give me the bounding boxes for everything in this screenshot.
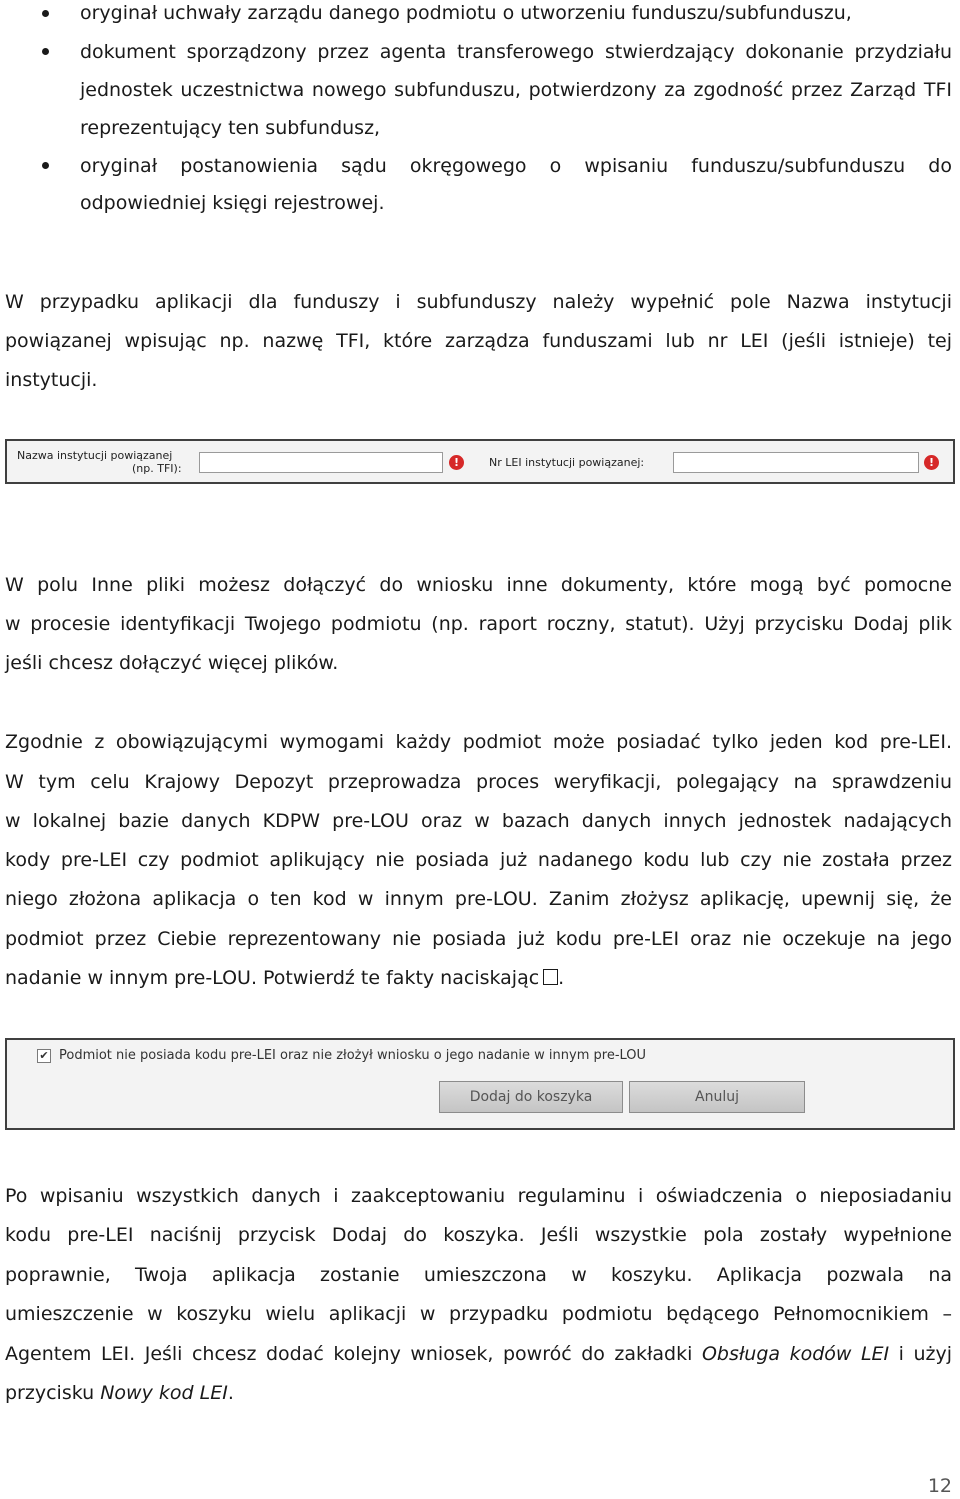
paragraph-line: jeśli chcesz dołączyć więcej plików. — [5, 652, 339, 674]
paragraph-text: i użyj — [889, 1343, 952, 1365]
warning-icon: ! — [924, 455, 939, 470]
confirmation-form-screenshot — [5, 1038, 955, 1130]
paragraph-line: W przypadku aplikacji dla funduszy i subfunduszy należy wypełnić pole Nazwa instytucji — [5, 291, 952, 313]
bullet-line: oryginał uchwały zarządu danego podmiotu o utworzeniu funduszu/subfunduszu, — [80, 2, 852, 24]
paragraph-line: powiązanej wpisując np. nazwę TFI, które zarządza funduszami lub nr LEI (jeśli istnieje) tej — [5, 330, 952, 352]
paragraph-line: umieszczenie w koszyku wielu aplikacji w przypadku podmiotu będącego Pełnomocnikiem – — [5, 1303, 952, 1325]
related-institution-name-label: Nazwa instytucji powiązanej — [17, 449, 173, 462]
bullet-line: odpowiedniej księgi rejestrowej. — [80, 192, 385, 214]
cancel-button[interactable]: Anuluj — [629, 1081, 805, 1113]
paragraph-text: Agentem LEI. Jeśli chcesz dodać kolejny wniosek, powróć do zakładki — [5, 1343, 702, 1365]
no-pre-lei-checkbox-label: Podmiot nie posiada kodu pre-LEI oraz nie złożył wniosku o jego nadanie w innym pre-LOU — [59, 1048, 647, 1063]
paragraph-line: Zgodnie z obowiązującymi wymogami każdy podmiot może posiadać tylko jeden kod pre-LEI. — [5, 731, 952, 753]
add-to-cart-button[interactable]: Dodaj do koszyka — [439, 1081, 623, 1113]
paragraph-line: poprawnie, Twoja aplikacja zostanie umieszczona w koszyku. Aplikacja pozwala na — [5, 1264, 952, 1286]
paragraph-line: Po wpisaniu wszystkich danych i zaakceptowaniu regulaminu i oświadczenia o nieposiadaniu — [5, 1185, 952, 1207]
paragraph-line: podmiot przez Ciebie reprezentowany nie posiada już kodu pre-LEI oraz nie oczekuje na jego — [5, 928, 952, 950]
paragraph-line: W tym celu Krajowy Depozyt przeprowadza proces weryfikacji, polegający na sprawdzeniu — [5, 771, 952, 793]
page-number: 12 — [927, 1475, 952, 1497]
paragraph-line: kodu pre-LEI naciśnij przycisk Dodaj do koszyka. Jeśli wszystkie pola zostały wypełnione — [5, 1224, 952, 1246]
bullet-dot — [42, 10, 49, 17]
paragraph-line: w lokalnej bazie danych KDPW pre-LOU oraz w bazach danych innych jednostek nadających — [5, 810, 952, 832]
paragraph-line — [5, 1342, 952, 1366]
paragraph-text: . — [558, 967, 565, 989]
bullet-line: oryginał postanowienia sądu okręgowego o wpisaniu funduszu/subfunduszu do — [80, 155, 952, 177]
paragraph-line: W polu Inne pliki możesz dołączyć do wniosku inne dokumenty, które mogą być pomocne — [5, 574, 952, 596]
paragraph-line — [5, 1381, 952, 1405]
bullet-line: dokument sporządzony przez agenta transferowego stwierdzający dokonanie przydziału — [80, 41, 952, 63]
warning-icon: ! — [449, 455, 464, 470]
paragraph-line: instytucji. — [5, 369, 98, 391]
related-institution-lei-input[interactable] — [673, 452, 919, 473]
paragraph-line — [5, 966, 952, 990]
related-institution-name-input[interactable] — [199, 452, 443, 473]
menu-reference: Obsługa kodów LEI — [701, 1343, 890, 1365]
checkbox-symbol-icon — [543, 969, 558, 985]
paragraph-line: kody pre-LEI czy podmiot aplikujący nie posiada już nadanego kodu lub czy nie została przez — [5, 849, 952, 871]
paragraph-line: w procesie identyfikacji Twojego podmiotu (np. raport roczny, statut). Użyj przycisku Dodaj plik — [5, 613, 952, 635]
paragraph-line: niego złożona aplikacja o ten kod w innym pre-LOU. Zanim złożysz aplikację, upewnij się, że — [5, 888, 952, 910]
bullet-dot — [42, 48, 49, 55]
paragraph-text: . — [227, 1382, 234, 1404]
paragraph-text: nadanie w innym pre-LOU. Potwierdź te fakty naciskając — [5, 967, 540, 989]
button-reference: Nowy kod LEI — [100, 1382, 228, 1404]
bullet-line: reprezentujący ten subfundusz, — [80, 117, 381, 139]
related-institution-form-screenshot — [5, 439, 955, 484]
related-institution-name-label-hint: (np. TFI): — [132, 462, 182, 475]
bullet-line: jednostek uczestnictwa nowego subfunduszu, potwierdzony za zgodność przez Zarząd TFI — [80, 79, 952, 101]
related-institution-lei-label: Nr LEI instytucji powiązanej: — [489, 456, 645, 469]
bullet-dot — [42, 162, 49, 169]
no-pre-lei-checkbox[interactable]: ✔ — [37, 1049, 51, 1063]
paragraph-text: przycisku — [5, 1382, 101, 1404]
